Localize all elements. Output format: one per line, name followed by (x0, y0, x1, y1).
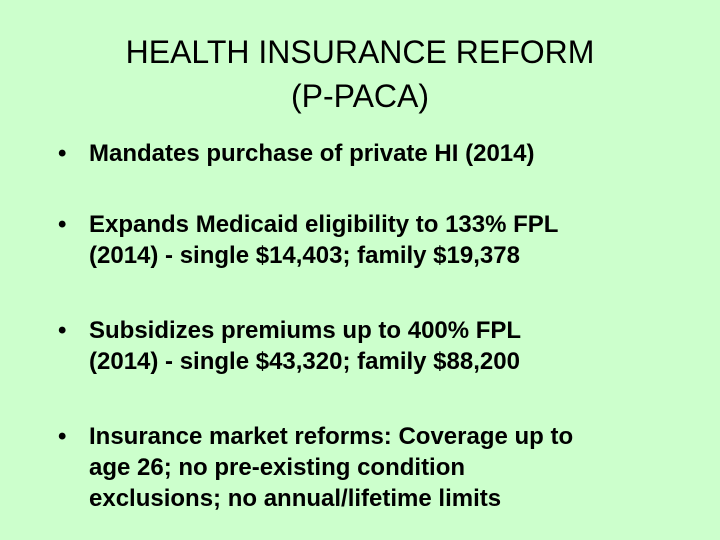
bullet-dot-icon: • (58, 317, 67, 344)
bullet-text-line: Subsidizes premiums up to 400% FPL (89, 317, 522, 344)
slide-title (0, 30, 720, 118)
bullet-text-line: exclusions; no annual/lifetime limits (89, 485, 502, 512)
bullet-text-line: (2014) - single $43,320; family $88,200 (89, 348, 520, 375)
bullet-list (58, 138, 698, 514)
bullet-text-line: Expands Medicaid eligibility to 133% FPL (89, 211, 559, 238)
bullet-text-line: (2014) - single $14,403; family $19,378 (89, 242, 520, 269)
bullet-text-line: Mandates purchase of private HI (2014) (89, 140, 535, 167)
slide-title-line-2: (P-PACA) (290, 78, 430, 114)
bullet-item-medicaid-expansion (58, 209, 698, 271)
bullet-item-premium-subsidies (58, 315, 698, 377)
bullet-item-market-reforms (58, 421, 698, 514)
bullet-dot-icon: • (58, 140, 67, 167)
bullet-text-line: Insurance market reforms: Coverage up to (89, 423, 574, 450)
bullet-item-hi-mandate (58, 138, 698, 169)
bullet-dot-icon: • (58, 211, 67, 238)
bullet-text-line: age 26; no pre-existing condition (89, 454, 466, 481)
slide-title-line-1: HEALTH INSURANCE REFORM (125, 34, 595, 70)
bullet-dot-icon: • (58, 423, 67, 450)
